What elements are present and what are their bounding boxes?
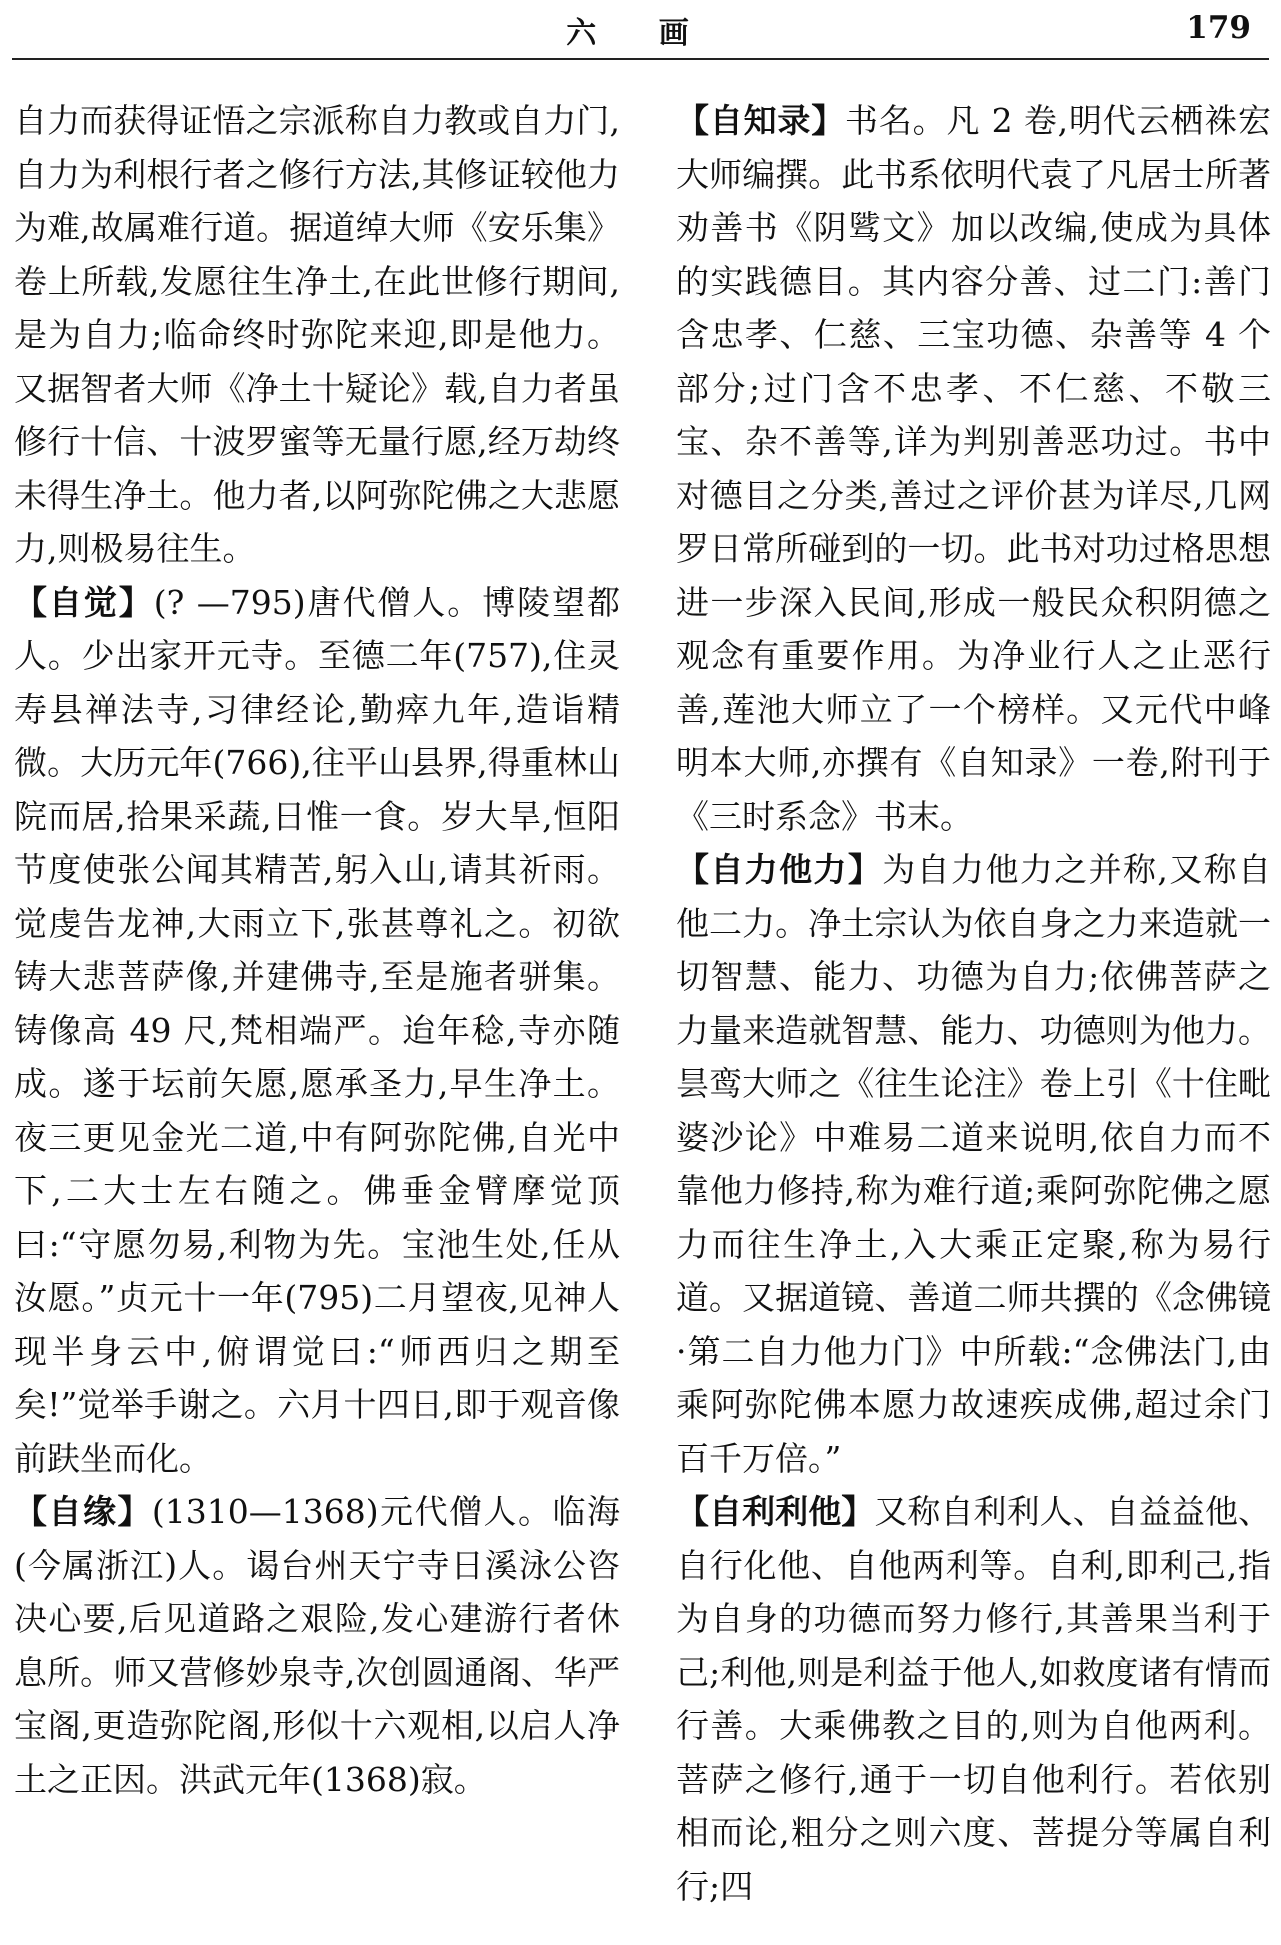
entry-body: 为自力他力之并称,又称自他二力。净土宗认为依自身之力来造就一切智慧、能力、功德为自力;依佛菩萨之力量来造就智慧、能力、功德则为他力。昙鸾大师之《往生论注》卷上引《十住毗婆沙论》中难易二道来说明,依自力而不靠他力修持,称为难行道;乘阿弥陀佛之愿力而往生净土,入大乘正定聚,称为易行道。又据道镜、善道二师共撰的《念佛镜·第二自力他力门》中所载:“念佛法门,由乘阿弥陀佛本愿力故速疾成佛,超过余门百千万倍。” [676, 850, 1271, 1478]
entry-zili-lita [676, 1485, 1271, 1913]
entry-zizhilu [676, 94, 1271, 843]
entry-zijue [14, 576, 620, 1486]
header-rule [12, 58, 1269, 60]
page-header [0, 0, 1281, 62]
entry-body: 又称自利利人、自益益他、自行化他、自他两利等。自利,即利己,指为自身的功德而努力修行,其善果当利于己;利他,则是利益于他人,如救度诸有情而行善。大乘佛教之目的,则为自他两利。菩萨之修行,通于一切自他利行。若依别相而论,粗分之则六度、菩提分等属自利行;四 [676, 1492, 1272, 1906]
entry-body: 书名。凡 2 卷,明代云栖袾宏大师编撰。此书系依明代袁了凡居士所著劝善书《阴骘文》加以改编,使成为具体的实践德目。其内容分善、过二门:善门含忠孝、仁慈、三宝功德、杂善等 4 个部分;过门含不忠孝、不仁慈、不敬三宝、杂不善等,详为判别善恶功过。书中对德目之分类,善过之评价甚为详尽,几网罗日常所碰到的一切。此书对功过格思想进一步深入民间,形成一般民众积阴德之观念有重要作用。为净业行人之止恶行善,莲池大师立了一个榜样。又元代中峰明本大师,亦撰有《自知录》一卷,附刊于《三时系念》书末。 [676, 101, 1272, 836]
entry-term: 【自觉】 [14, 582, 154, 622]
section-title: 六 画 [566, 16, 715, 51]
entry-ziyuan [14, 1485, 620, 1806]
page-number: 179 [1186, 10, 1251, 46]
right-column [676, 94, 1271, 1913]
entry-zili-tali [676, 843, 1271, 1485]
left-column [14, 94, 620, 1806]
entry-body: (? —795)唐代僧人。博陵望都人。少出家开元寺。至德二年(757),住灵寿县禅法寺,习律经论,勤瘁九年,造诣精微。大历元年(766),往平山县界,得重林山院而居,拾果采蔬,日惟一食。岁大旱,恒阳节度使张公闻其精苦,躬入山,请其祈雨。觉虔告龙神,大雨立下,张甚尊礼之。初欲铸大悲菩萨像,并建佛寺,至是施者骈集。铸像高 49 尺,梵相端严。迨年稔,寺亦随成。遂于坛前矢愿,愿承圣力,早生净土。夜三更见金光二道,中有阿弥陀佛,自光中下,二大士左右随之。佛垂金臂摩觉顶曰:“守愿勿易,利物为先。宝池生处,任从汝愿。”贞元十一年(795)二月望夜,见神人现半身云中,俯谓觉曰:“师西归之期至矣!”觉举手谢之。六月十四日,即于观音像前趺坐而化。 [14, 582, 621, 1478]
entry-term: 【自缘】 [14, 1492, 152, 1531]
entry-body: (1310—1368)元代僧人。临海(今属浙江)人。谒台州天宁寺日溪泳公咨决心要,后见道路之艰险,发心建游行者休息所。师又营修妙泉寺,次创圆通阁、华严宝阁,更造弥陀阁,形似十六观相,以启人净土之正因。洪武元年(1368)寂。 [14, 1492, 620, 1799]
entry-term: 【自知录】 [676, 101, 846, 140]
entry-term: 【自力他力】 [676, 850, 883, 889]
entry-term: 【自利利他】 [676, 1492, 875, 1531]
entry-continuation: 自力而获得证悟之宗派称自力教或自力门,自力为利根行者之修行方法,其修证较他力为难,故属难行道。据道绰大师《安乐集》卷上所载,发愿往生净土,在此世修行期间,是为自力;临命终时弥陀来迎,即是他力。又据智者大师《净土十疑论》载,自力者虽修行十信、十波罗蜜等无量行愿,经万劫终未得生净土。他力者,以阿弥陀佛之大悲愿力,则极易往生。 [14, 101, 620, 568]
